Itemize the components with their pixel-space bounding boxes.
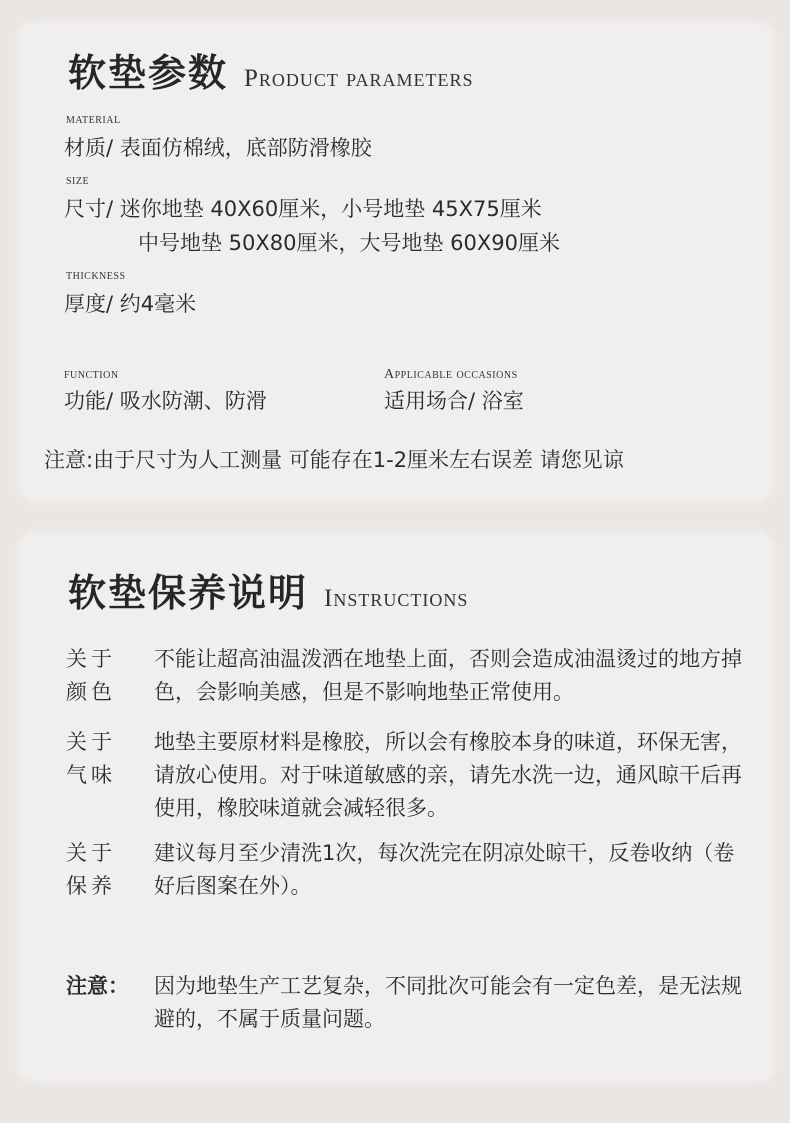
instruction-item-color xyxy=(66,643,750,709)
thickness-label: thickness xyxy=(66,268,126,283)
measurement-note: 注意:由于尺寸为人工测量 可能存在1-2厘米左右误差 请您见谅 xyxy=(44,448,624,472)
material-label: material xyxy=(66,112,121,127)
instruction-text: 地垫主要原材料是橡胶，所以会有橡胶本身的味道，环保无害，请放心使用。对于味道敏感的亲，请先水洗一边，通风晾干后再使用，橡胶味道就会减轻很多。 xyxy=(154,730,742,820)
note-key: 注意： xyxy=(66,974,129,998)
thickness-text: 厚度/ 约4毫米 xyxy=(64,292,197,316)
instruction-key: 关于 气味 xyxy=(66,730,116,787)
parameters-title-cn: 软垫参数 xyxy=(68,50,229,95)
instruction-note xyxy=(66,970,750,1036)
function-text: 功能/ 吸水防潮、防滑 xyxy=(64,389,267,413)
parameters-title-en: Product parameters xyxy=(244,65,474,92)
instructions-heading xyxy=(68,562,468,617)
product-parameters-card xyxy=(20,24,772,500)
function-label: function xyxy=(64,367,119,382)
size-label: size xyxy=(66,173,90,188)
instruction-item-care xyxy=(66,837,750,903)
note-text: 因为地垫生产工艺复杂，不同批次可能会有一定色差，是无法规避的，不属于质量问题。 xyxy=(154,974,742,1031)
instructions-card xyxy=(20,534,772,1080)
size-line-2: 中号地垫 50X80厘米，大号地垫 60X90厘米 xyxy=(138,231,561,255)
occasions-label: Applicable occasions xyxy=(384,367,518,382)
instruction-text: 建议每月至少清洗1次，每次洗完在阴凉处晾干，反卷收纳（卷好后图案在外）。 xyxy=(154,841,735,898)
instructions-title-en: Instructions xyxy=(324,585,469,612)
instruction-text: 不能让超高油温泼洒在地垫上面，否则会造成油温烫过的地方掉色，会影响美感，但是不影响地垫正常使用。 xyxy=(154,647,742,704)
occasions-text: 适用场合/ 浴室 xyxy=(384,389,524,413)
instruction-key: 关于 颜色 xyxy=(66,647,116,704)
material-text: 材质/ 表面仿棉绒，底部防滑橡胶 xyxy=(64,136,372,160)
instructions-title-cn: 软垫保养说明 xyxy=(68,570,309,615)
instruction-item-odor xyxy=(66,726,750,825)
size-line-1: 尺寸/ 迷你地垫 40X60厘米，小号地垫 45X75厘米 xyxy=(64,197,542,221)
parameters-heading xyxy=(68,42,474,97)
instruction-key: 关于 保养 xyxy=(66,841,116,898)
